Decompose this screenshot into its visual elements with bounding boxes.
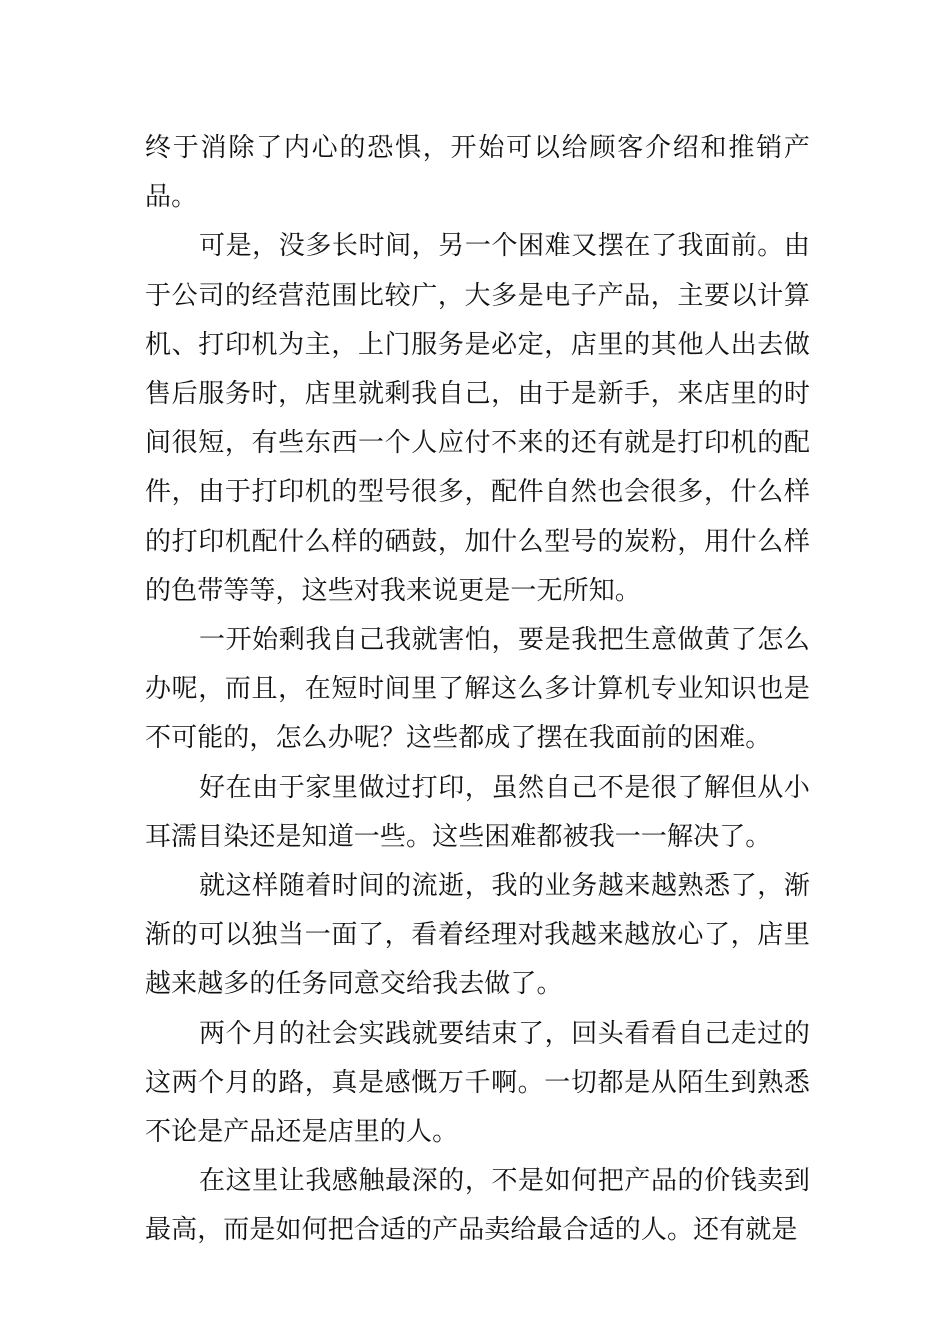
paragraph-3: 一开始剩我自己我就害怕，要是我把生意做黄了怎么办呢，而且，在短时间里了解这么多计算机专业知识也是不可能的，怎么办呢？这些都成了摆在我面前的困难。 (145, 625, 810, 754)
paragraph-7: 在这里让我感触最深的，不是如何把产品的价钱卖到最高，而是如何把合适的产品卖给最合适的人。还有就是 (145, 1166, 810, 1246)
paragraph-4: 好在由于家里做过打印，虽然自己不是很了解但从小耳濡目染还是知道一些。这些困难都被我一一解决了。 (145, 772, 810, 852)
paragraph-5: 就这样随着时间的流逝，我的业务越来越熟悉了，渐渐的可以独当一面了，看着经理对我越来越放心了，店里越来越多的任务同意交给我去做了。 (145, 871, 810, 1000)
body-text (145, 124, 810, 1256)
paragraph-6: 两个月的社会实践就要结束了，回头看看自己走过的这两个月的路，真是感慨万千啊。一切都是从陌生到熟悉不论是产品还是店里的人。 (145, 1018, 810, 1148)
paragraph-2: 可是，没多长时间，另一个困难又摆在了我面前。由于公司的经营范围比较广，大多是电子产品，主要以计算机、打印机为主，上门服务是必定，店里的其他人出去做售后服务时，店里就剩我自己，由于是新手，来店里的时间很短，有些东西一个人应付不来的还有就是打印机的配件，由于打印机的型号很多，配件自然也会很多，什么样的打印机配什么样的硒鼓，加什么型号的炭粉，用什么样的色带等等，这些对我来说更是一无所知。 (145, 231, 810, 606)
paragraph-1: 终于消除了内心的恐惧，开始可以给顾客介绍和推销产品。 (145, 133, 810, 213)
